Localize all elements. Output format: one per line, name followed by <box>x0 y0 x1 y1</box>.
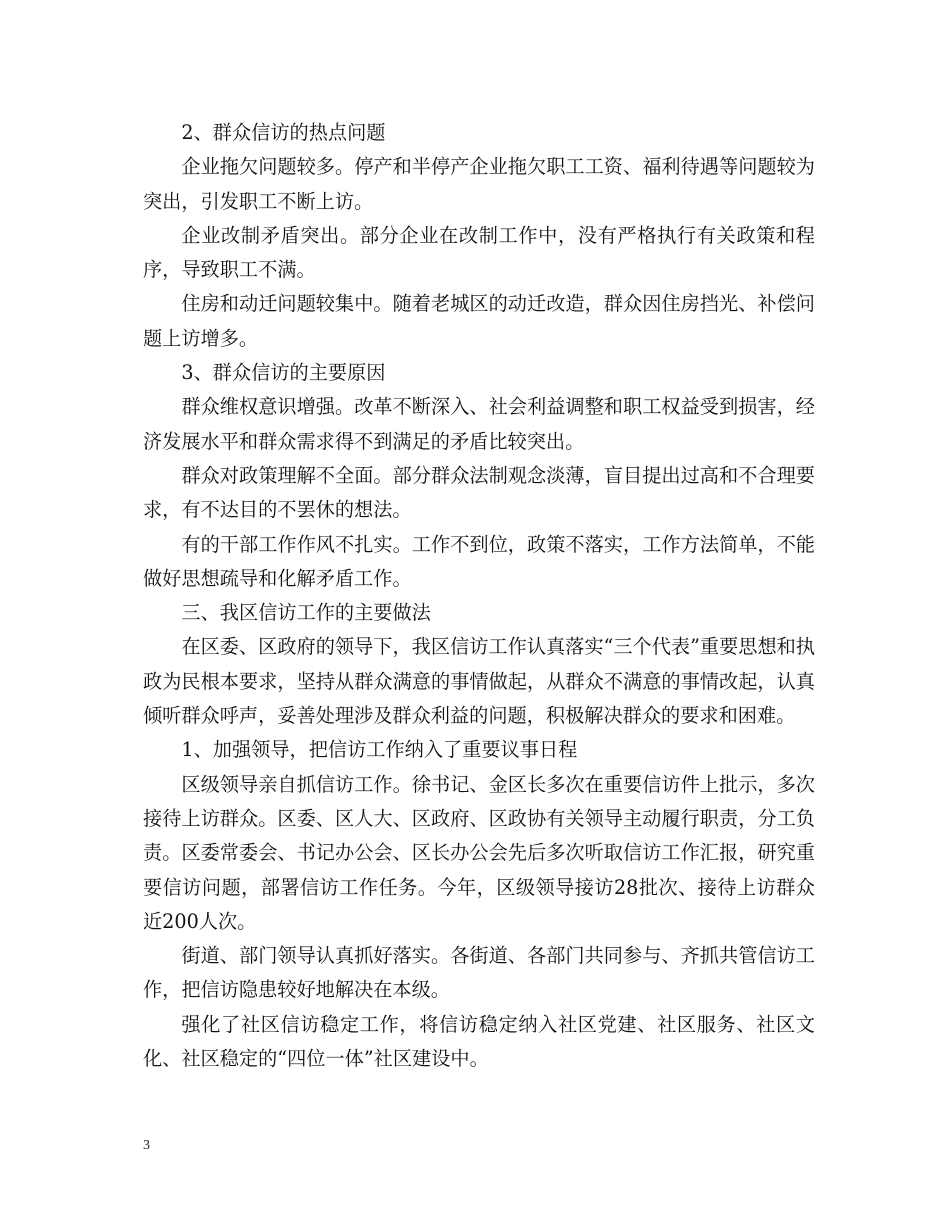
heading-main-practices: 三、我区信访工作的主要做法 <box>181 601 431 625</box>
paragraph-rights-awareness: 群众维权意识增强。改革不断深入、社会利益调整和职工权益受到损害，经济发展水平和群众需求得不到满足的矛盾比较突出。 <box>143 395 815 453</box>
paragraph-cadre-work-style: 有的干部工作作风不扎实。工作不到位，政策不落实，工作方法简单，不能做好思想疏导和化解矛盾工作。 <box>143 532 815 590</box>
paragraph-enterprise-restructuring: 企业改制矛盾突出。部分企业在改制工作中，没有严格执行有关政策和程序，导致职工不满。 <box>143 223 815 282</box>
heading-main-causes: 3、群众信访的主要原因 <box>181 361 386 385</box>
paragraph-housing-relocation: 住房和动迁问题较集中。随着老城区的动迁改造，群众因住房挡光、补偿问题上访增多。 <box>143 292 815 350</box>
document-body <box>143 116 815 1076</box>
paragraph-leadership-overview: 在区委、区政府的领导下，我区信访工作认真落实“三个代表”重要思想和执政为民根本要求，坚持从群众满意的事情做起，从群众不满意的事情改起，认真倾听群众呼声，妥善处理涉及群众利益的问题，积极解决群众的要求和困难。 <box>143 635 816 728</box>
heading-strengthen-leadership: 1、加强领导，把信访工作纳入了重要议事日程 <box>181 738 578 762</box>
page-number: 3 <box>143 1138 150 1153</box>
paragraph-policy-understanding: 群众对政策理解不全面。部分群众法制观念淡薄，盲目提出过高和不合理要求，有不达目的不罢休的想法。 <box>143 463 815 522</box>
paragraph-enterprise-arrears: 企业拖欠问题较多。停产和半停产企业拖欠职工工资、福利待遇等问题较为突出，引发职工不断上访。 <box>143 155 815 213</box>
paragraph-street-department-leaders: 街道、部门领导认真抓好落实。各街道、各部门共同参与、齐抓共管信访工作，把信访隐患较好地解决在本级。 <box>143 944 815 1002</box>
paragraph-community-stability: 强化了社区信访稳定工作，将信访稳定纳入社区党建、社区服务、社区文化、社区稳定的“四位一体”社区建设中。 <box>143 1012 815 1071</box>
paragraph-district-leaders: 区级领导亲自抓信访工作。徐书记、金区长多次在重要信访件上批示，多次接待上访群众。区委、区人大、区政府、区政协有关领导主动履行职责，分工负责。区委常委会、书记办公会、区长办公会先后多次听取信访工作汇报，研究重要信访问题，部署信访工作任务。今年，区级领导接访28批次、接待上访群众近200人次。 <box>143 772 815 933</box>
heading-hotspot-issues: 2、群众信访的热点问题 <box>181 121 386 144</box>
